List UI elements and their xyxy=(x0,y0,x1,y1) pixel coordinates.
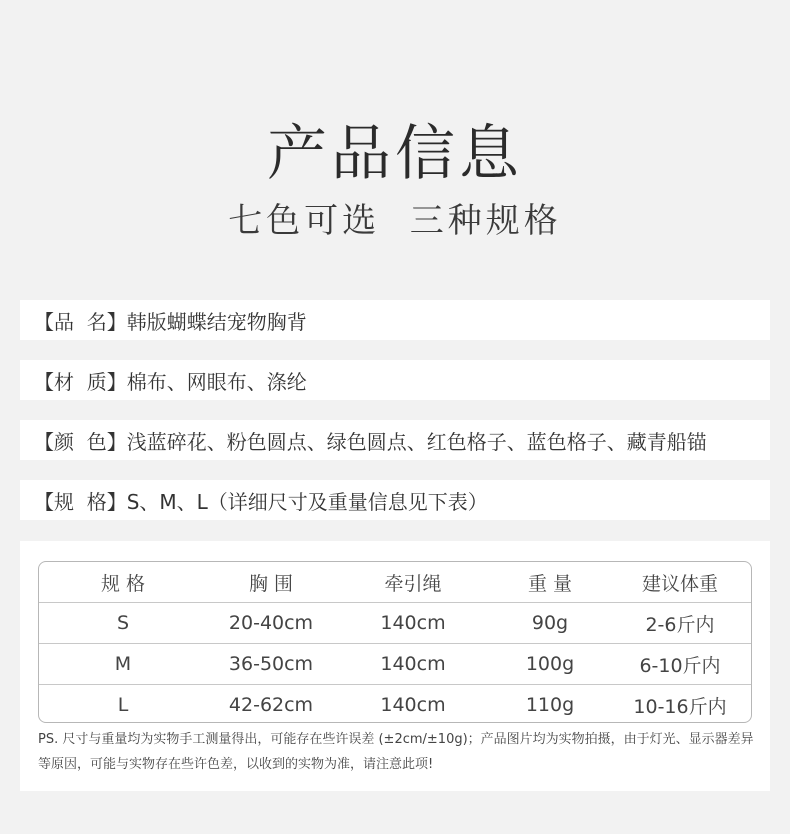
disclaimer-note: PS. 尺寸与重量均为实物手工测量得出，可能存在些许误差 (±2cm/±10g)；产品图片均为实物拍摄，由于灯光、显示器差异等原因，可能与实物存在些许色差，以收到的实物为准，请注意此项! xyxy=(38,732,754,772)
page-title: 产品信息 xyxy=(267,119,523,189)
table-header-cell: 牵引绳 xyxy=(384,572,442,595)
table-header-cell: 建议体重 xyxy=(641,572,718,595)
table-cell: 140cm xyxy=(380,694,446,716)
info-value: 浅蓝碎花、粉色圆点、绿色圆点、红色格子、蓝色格子、藏青船锚 xyxy=(126,429,707,454)
info-value: S、M、L（详细尺寸及重量信息见下表） xyxy=(126,489,488,514)
table-header-cell: 重 量 xyxy=(527,572,573,595)
table-cell: 10-16斤内 xyxy=(633,695,727,718)
table-cell: 140cm xyxy=(380,653,446,675)
table-header-cell: 胸 围 xyxy=(248,572,294,595)
table-row xyxy=(39,644,751,685)
size-table xyxy=(38,561,752,723)
table-cell: 2-6斤内 xyxy=(645,613,715,636)
info-label: 【材 质】 xyxy=(34,369,127,394)
info-label: 【颜 色】 xyxy=(34,429,127,454)
table-cell: 110g xyxy=(525,694,575,716)
table-cell: 6-10斤内 xyxy=(639,654,721,677)
info-row-color xyxy=(20,420,770,460)
table-cell: L xyxy=(117,694,129,716)
table-row xyxy=(39,685,751,723)
table-cell: M xyxy=(114,653,132,675)
table-cell: 140cm xyxy=(380,612,446,634)
info-label: 【品 名】 xyxy=(34,309,127,334)
info-value: 韩版蝴蝶结宠物胸背 xyxy=(126,309,307,334)
page-subtitle: 七色可选 三种规格 xyxy=(228,201,562,241)
table-header-row xyxy=(39,562,751,603)
table-row xyxy=(39,603,751,644)
info-row-name xyxy=(20,300,770,340)
info-row-size xyxy=(20,480,770,520)
table-cell: 36-50cm xyxy=(228,653,314,675)
table-cell: 20-40cm xyxy=(228,612,314,634)
size-table-panel xyxy=(20,541,770,791)
info-value: 棉布、网眼布、涤纶 xyxy=(126,369,307,394)
info-label: 【规 格】 xyxy=(34,489,127,514)
table-header-cell: 规 格 xyxy=(100,572,146,595)
table-cell: 90g xyxy=(531,612,569,634)
table-cell: S xyxy=(116,612,130,634)
table-cell: 100g xyxy=(525,653,575,675)
info-row-material xyxy=(20,360,770,400)
table-cell: 42-62cm xyxy=(228,694,314,716)
